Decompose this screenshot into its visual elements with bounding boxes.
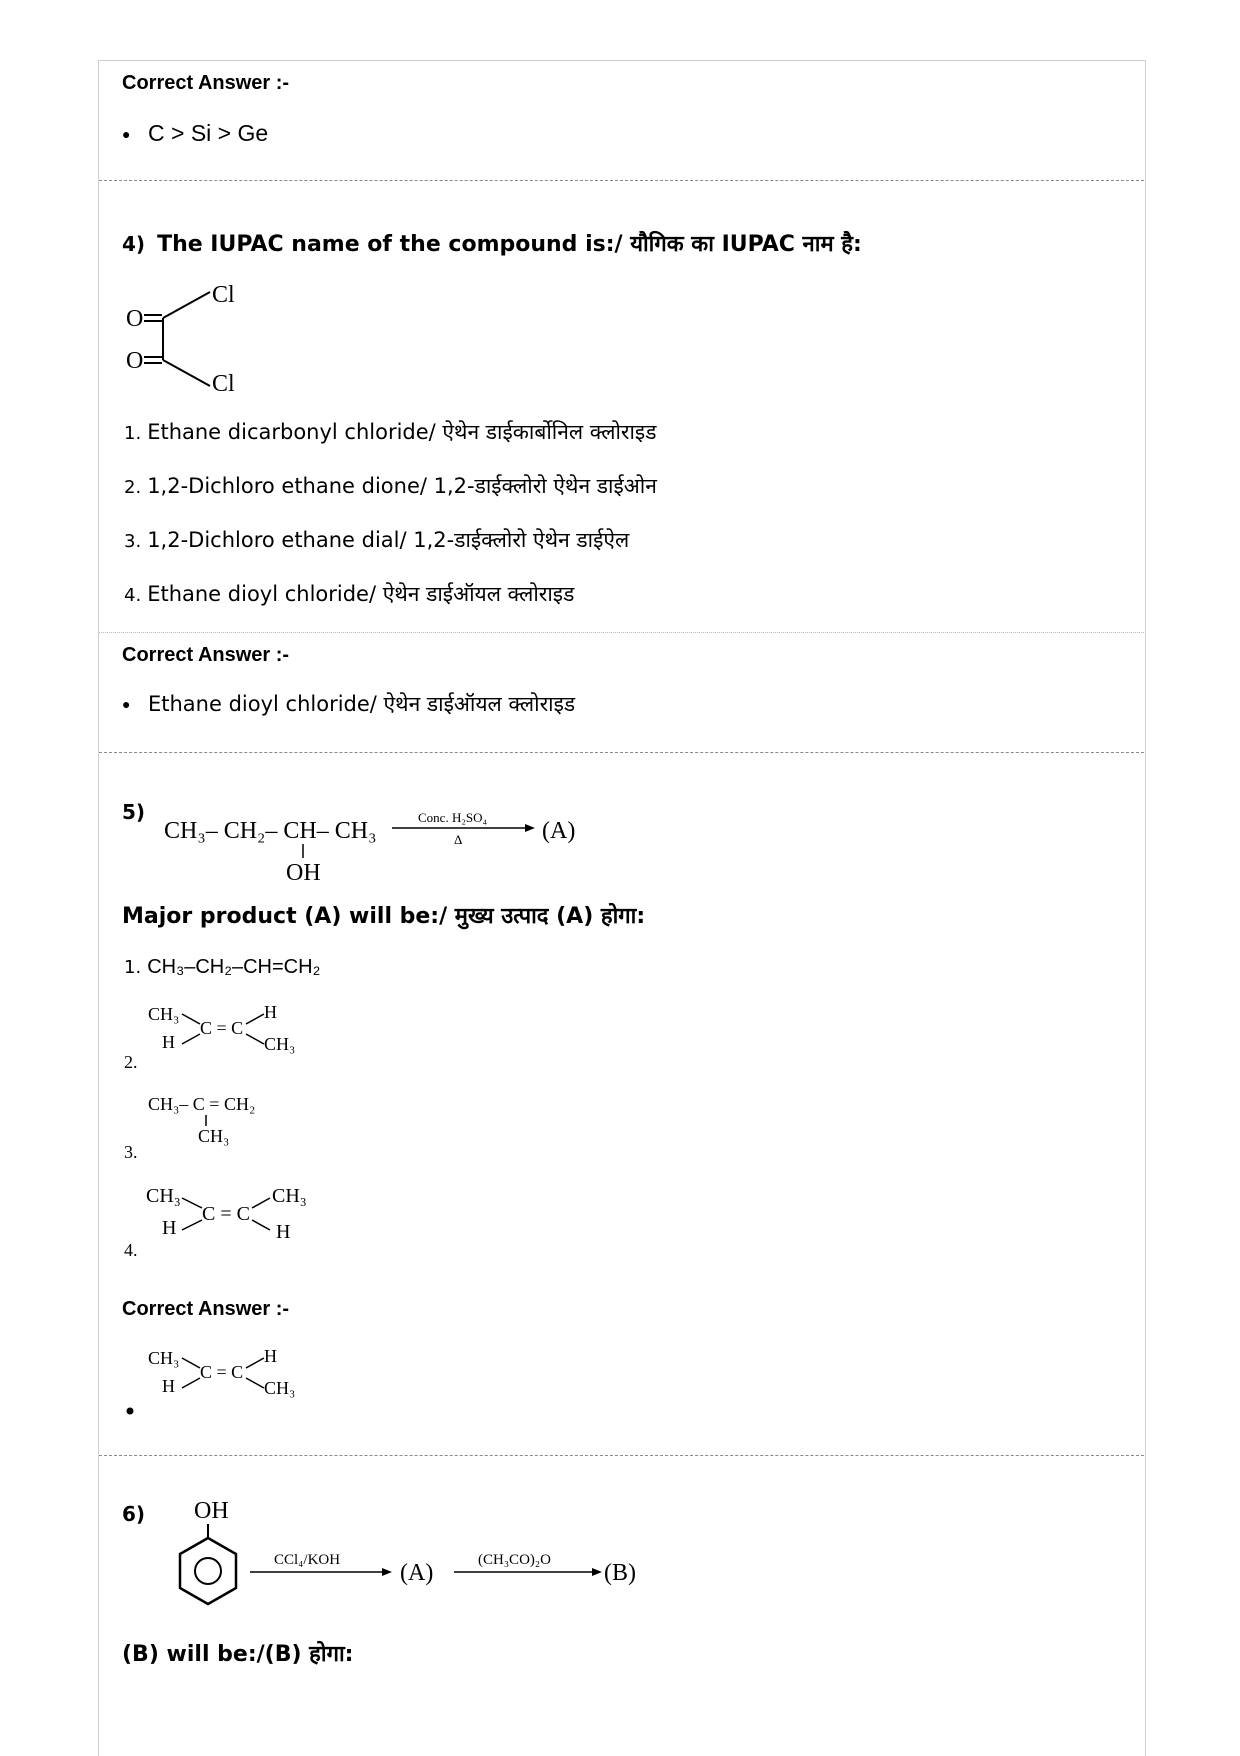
bullet-icon: ● (122, 125, 131, 142)
option-number: 1. (124, 423, 142, 444)
svg-text:CH₃: CH₃ (146, 1185, 181, 1207)
option-number: 3. (124, 531, 142, 552)
hydroxyl-group: OH (194, 1498, 229, 1524)
option-3[interactable] (124, 1090, 324, 1166)
svg-text:C = C: C = C (200, 1018, 244, 1038)
correct-answer-item (124, 1340, 324, 1424)
option-2[interactable] (124, 996, 324, 1080)
atom-cl: Cl (212, 371, 235, 397)
section-divider (99, 1455, 1144, 1456)
oxalyl-chloride-structure (122, 278, 252, 398)
section-divider (99, 180, 1144, 181)
svg-text:2.: 2. (124, 1052, 138, 1072)
intermediate-label: (A) (400, 1560, 434, 1586)
option-text: 1,2-Dichloro ethane dial/ 1,2-डाईक्लोरो ऐथेन डाईऐल (147, 528, 630, 552)
svg-text:3.: 3. (124, 1142, 138, 1162)
option-text: CH₃–CH₂–CH=CH₂ (147, 956, 321, 978)
svg-text:C = C: C = C (202, 1203, 250, 1225)
bullet-icon (127, 1408, 134, 1415)
correct-answer-label: Correct Answer :- (122, 1298, 290, 1320)
option-4[interactable] (124, 580, 574, 608)
option-text: Ethane dioyl chloride/ ऐथेन डाईऑयल क्लोराइड (147, 582, 575, 606)
svg-text:CH₃: CH₃ (264, 1378, 296, 1398)
correct-answer-label: Correct Answer :- (122, 72, 290, 94)
svg-text:H: H (162, 1217, 177, 1239)
reaction-scheme (160, 1494, 660, 1624)
question-text: Major product (A) will be:/ मुख्य उत्पाद (A) होगा: (122, 904, 646, 929)
question-text: (B) will be:/(B) होगा: (122, 1642, 354, 1667)
question-number: 6) (122, 1502, 146, 1526)
svg-text:H: H (162, 1032, 175, 1052)
svg-text:C = C: C = C (200, 1362, 244, 1382)
option-1[interactable] (124, 418, 656, 446)
option-1[interactable] (124, 956, 320, 979)
question-number: 4) (122, 232, 146, 256)
svg-text:CH₃: CH₃ (272, 1185, 307, 1207)
bullet-icon: ● (122, 696, 131, 712)
hydroxyl-group: OH (286, 860, 321, 886)
product-label: (A) (542, 818, 576, 844)
svg-text:H: H (264, 1346, 277, 1366)
question-4-header (122, 228, 862, 258)
correct-answer-item (122, 690, 575, 718)
alkene-structure (124, 1180, 334, 1260)
reactant-formula: CH₃– CH₂– CH– CH₃ (164, 818, 377, 844)
svg-text:CH₃: CH₃ (198, 1126, 230, 1146)
answer-text: C > Si > Ge (148, 120, 269, 146)
atom-o: O (126, 348, 144, 374)
svg-text:CH₃: CH₃ (148, 1004, 180, 1024)
svg-text:H: H (264, 1002, 277, 1022)
atom-o: O (126, 306, 144, 332)
reagent-label: Conc. H₂SO₄ (418, 810, 488, 825)
option-text: Ethane dicarbonyl chloride/ ऐथेन डाईकार्बोनिल क्लोराइड (147, 420, 657, 444)
question-text: The IUPAC name of the compound is:/ यौगिक का IUPAC नाम है: (157, 232, 862, 257)
svg-text:CH₃: CH₃ (148, 1348, 180, 1368)
option-4[interactable] (124, 1180, 334, 1264)
option-3[interactable] (124, 526, 629, 554)
option-number: 2. (124, 477, 142, 498)
svg-text:H: H (162, 1376, 175, 1396)
alkene-structure (124, 1090, 324, 1162)
correct-answer-label: Correct Answer :- (122, 644, 290, 666)
option-text: 1,2-Dichloro ethane dione/ 1,2-डाईक्लोरो ऐथेन डाईओन (147, 474, 657, 498)
svg-text:CH₃– C = CH₂: CH₃– C = CH₂ (148, 1094, 256, 1114)
alkene-structure (124, 1340, 324, 1420)
svg-text:CH₃: CH₃ (264, 1034, 296, 1054)
reagent-label: (CH₃CO)₂O (478, 1552, 551, 1568)
correct-answer-item (122, 120, 268, 147)
condition-label: Δ (454, 832, 463, 847)
option-2[interactable] (124, 472, 657, 500)
section-divider (99, 752, 1144, 753)
option-number: 1. (124, 957, 142, 978)
answer-divider (99, 632, 1144, 633)
atom-cl: Cl (212, 282, 235, 308)
question-number: 5) (122, 800, 146, 824)
reaction-scheme (160, 800, 600, 890)
product-label: (B) (604, 1560, 636, 1586)
alkene-structure (124, 996, 324, 1076)
option-number: 4. (124, 585, 142, 606)
svg-text:H: H (276, 1221, 291, 1243)
answer-text: Ethane dioyl chloride/ ऐथेन डाईऑयल क्लोराइड (148, 692, 576, 716)
reagent-label: CCl₄/KOH (274, 1552, 341, 1568)
benzene-ring-icon (180, 1538, 236, 1604)
svg-text:4.: 4. (124, 1240, 138, 1260)
